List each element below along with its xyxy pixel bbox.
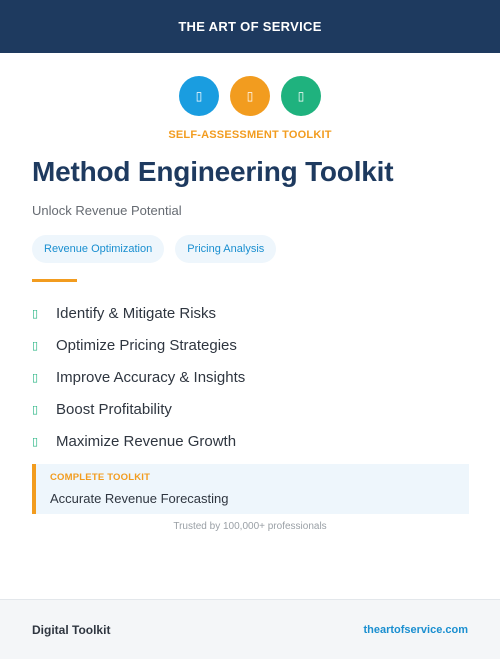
square-icon: ▯ [32,338,39,352]
square-icon: ▯ [32,306,39,320]
tag-list [32,235,276,263]
square-icon: ▯ [32,370,39,384]
website-link[interactable]: theartofservice.com [363,623,468,636]
footer-label: Digital Toolkit [32,622,111,637]
benefit-list [32,297,245,457]
icon-row [0,76,500,116]
footer-bar [0,599,500,659]
tag-revenue-optimization: Revenue Optimization [32,235,164,263]
benefit-text: Identify & Mitigate Risks [56,304,217,322]
benefit-text: Optimize Pricing Strategies [56,336,237,354]
callout-text: Accurate Revenue Forecasting [50,491,229,506]
accent-divider [32,279,77,282]
square-icon: ▯ [32,434,39,448]
square-icon: ▯ [179,76,219,116]
tag-pricing-analysis: Pricing Analysis [175,235,276,263]
square-icon: ▯ [230,76,270,116]
callout-label: COMPLETE TOOLKIT [50,472,151,483]
page-title: Method Engineering Toolkit [32,156,394,187]
benefit-text: Improve Accuracy & Insights [56,368,246,386]
benefit-text: Boost Profitability [56,400,172,418]
list-item [32,297,245,329]
square-icon: ▯ [281,76,321,116]
square-icon: ▯ [32,402,39,416]
list-item [32,393,245,425]
trust-note: Trusted by 100,000+ professionals [173,521,327,532]
brand-name: THE ART OF SERVICE [178,19,322,34]
eyebrow-label: SELF-ASSESSMENT TOOLKIT [168,129,332,141]
page-subtitle: Unlock Revenue Potential [32,203,182,218]
toolkit-callout [32,464,469,514]
list-item [32,361,245,393]
list-item [32,329,245,361]
benefit-text: Maximize Revenue Growth [56,432,237,450]
list-item [32,425,245,457]
header-bar [0,0,500,53]
